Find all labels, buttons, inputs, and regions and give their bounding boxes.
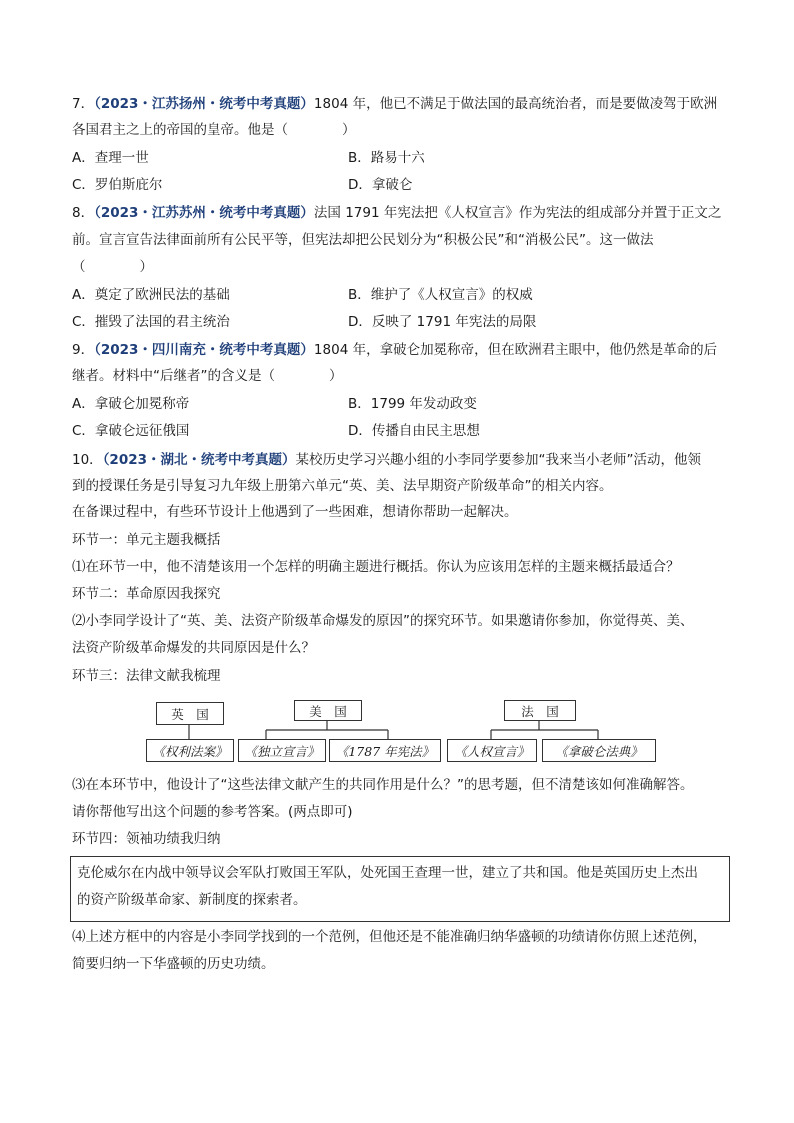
example-line1: 克伦威尔在内战中领导议会军队打败国王军队，处死国王查理一世，建立了共和国。他是英国历史上杰出 bbox=[77, 865, 698, 881]
q9-text1: 1804 年，拿破仑加冕称帝，但在欧洲君主眼中，他仍然是革命的后 bbox=[313, 342, 718, 358]
legal-documents-diagram bbox=[140, 698, 660, 768]
q10-sub4-line1: ⑷上述方框中的内容是小李同学找到的一个范例，但他还是不能准确归纳华盛顿的功绩请你仿照上述范例， bbox=[72, 929, 707, 945]
q8-line2: 前。宣言宣告法律面前所有公民平等，但宪法却把公民划分为“积极公民”和“消极公民”。这一做法 bbox=[72, 232, 654, 248]
q10-text1: 某校历史学习兴趣小组的小李同学要参加“我来当小老师”活动，他领 bbox=[295, 452, 702, 468]
q9-source: （2023・四川南充・统考中考真题） bbox=[94, 342, 314, 358]
q10-sub1: ⑴在环节一中，他不清楚该用一个怎样的明确主题进行概括。你认为应该用怎样的主题来概括最适合？ bbox=[72, 559, 680, 575]
q7-line2: 各国君主之上的帝国的皇帝。他是（ ） bbox=[72, 122, 356, 138]
q9-option-b: B．1799 年发动政变 bbox=[348, 396, 477, 412]
q10-step2: 环节二：革命原因我探究 bbox=[72, 586, 221, 602]
example-line2: 的资产阶级革命家、新制度的探索者。 bbox=[77, 892, 307, 908]
q9-option-d: D．传播自由民主思想 bbox=[348, 423, 480, 439]
document-box-declaration-of-rights-of-man: 《人权宣言》 bbox=[447, 739, 537, 762]
q8-option-c: C．摧毁了法国的君主统治 bbox=[72, 314, 230, 330]
q9-line1 bbox=[72, 341, 732, 359]
q10-step4: 环节四：领袖功绩我归纳 bbox=[72, 831, 221, 847]
q10-sub3-line1: ⑶在本环节中，他设计了“这些法律文献产生的共同作用是什么？”的思考题，但不清楚该如何准确解答。 bbox=[72, 777, 694, 793]
q10-sub2-line2: 法资产阶级革命爆发的共同原因是什么？ bbox=[72, 640, 315, 656]
q10-sub4-line2: 简要归纳一下华盛顿的历史功绩。 bbox=[72, 956, 275, 972]
q8-text1: 法国 1791 年宪法把《人权宣言》作为宪法的组成部分并置于正文之 bbox=[313, 205, 722, 221]
country-box-us: 美 国 bbox=[294, 700, 362, 721]
q9-number: 9． bbox=[72, 342, 95, 358]
q7-option-b: B．路易十六 bbox=[348, 150, 425, 166]
q8-line3: （ ） bbox=[72, 259, 153, 275]
q9-line2: 继者。材料中“后继者”的含义是（ ） bbox=[72, 368, 343, 384]
q7-source: （2023・江苏扬州・统考中考真题） bbox=[94, 96, 314, 112]
q10-source: （2023・湖北・统考中考真题） bbox=[102, 452, 296, 468]
q7-option-c: C．罗伯斯庇尔 bbox=[72, 177, 163, 193]
q8-line1 bbox=[72, 204, 732, 222]
q10-line1 bbox=[72, 451, 732, 469]
q7-line1 bbox=[72, 95, 732, 113]
q8-option-b: B．维护了《人权宣言》的权威 bbox=[348, 287, 533, 303]
q7-option-a: A．查理一世 bbox=[72, 150, 149, 166]
q7-text1: 1804 年，他已不满足于做法国的最高统治者，而是要做凌驾于欧洲 bbox=[313, 96, 718, 112]
q10-sub2-line1: ⑵小李同学设计了“英、美、法资产阶级革命爆发的原因”的探究环节。如果邀请你参加，你觉得英、美、 bbox=[72, 613, 694, 629]
q10-number: 10． bbox=[72, 452, 103, 468]
q10-sub3-line2: 请你帮他写出这个问题的参考答案。(两点即可) bbox=[72, 804, 353, 820]
q7-option-d: D．拿破仑 bbox=[348, 177, 413, 193]
document-box-napoleonic-code: 《拿破仑法典》 bbox=[542, 739, 656, 762]
country-box-france: 法 国 bbox=[504, 700, 576, 721]
q8-source: （2023・江苏苏州・统考中考真题） bbox=[94, 205, 314, 221]
q8-number: 8． bbox=[72, 205, 95, 221]
q9-option-c: C．拿破仑远征俄国 bbox=[72, 423, 190, 439]
example-box bbox=[70, 856, 730, 922]
document-box-bill-of-rights: 《权利法案》 bbox=[146, 739, 234, 762]
q10-step1: 环节一：单元主题我概括 bbox=[72, 532, 221, 548]
q7-number: 7． bbox=[72, 96, 95, 112]
q8-option-d: D．反映了 1791 年宪法的局限 bbox=[348, 314, 537, 330]
q10-line2: 到的授课任务是引导复习九年级上册第六单元“英、美、法早期资产阶级革命”的相关内容。 bbox=[72, 478, 613, 494]
document-box-1787-constitution: 《1787 年宪法》 bbox=[329, 739, 441, 762]
document-box-declaration-of-independence: 《独立宣言》 bbox=[238, 739, 326, 762]
q10-line3: 在备课过程中，有些环节设计上他遇到了一些困难，想请你帮助一起解决。 bbox=[72, 504, 518, 520]
q8-option-a: A．奠定了欧洲民法的基础 bbox=[72, 287, 230, 303]
q10-step3: 环节三：法律文献我梳理 bbox=[72, 668, 221, 684]
country-box-uk: 英 国 bbox=[156, 702, 224, 725]
q9-option-a: A．拿破仑加冕称帝 bbox=[72, 396, 190, 412]
